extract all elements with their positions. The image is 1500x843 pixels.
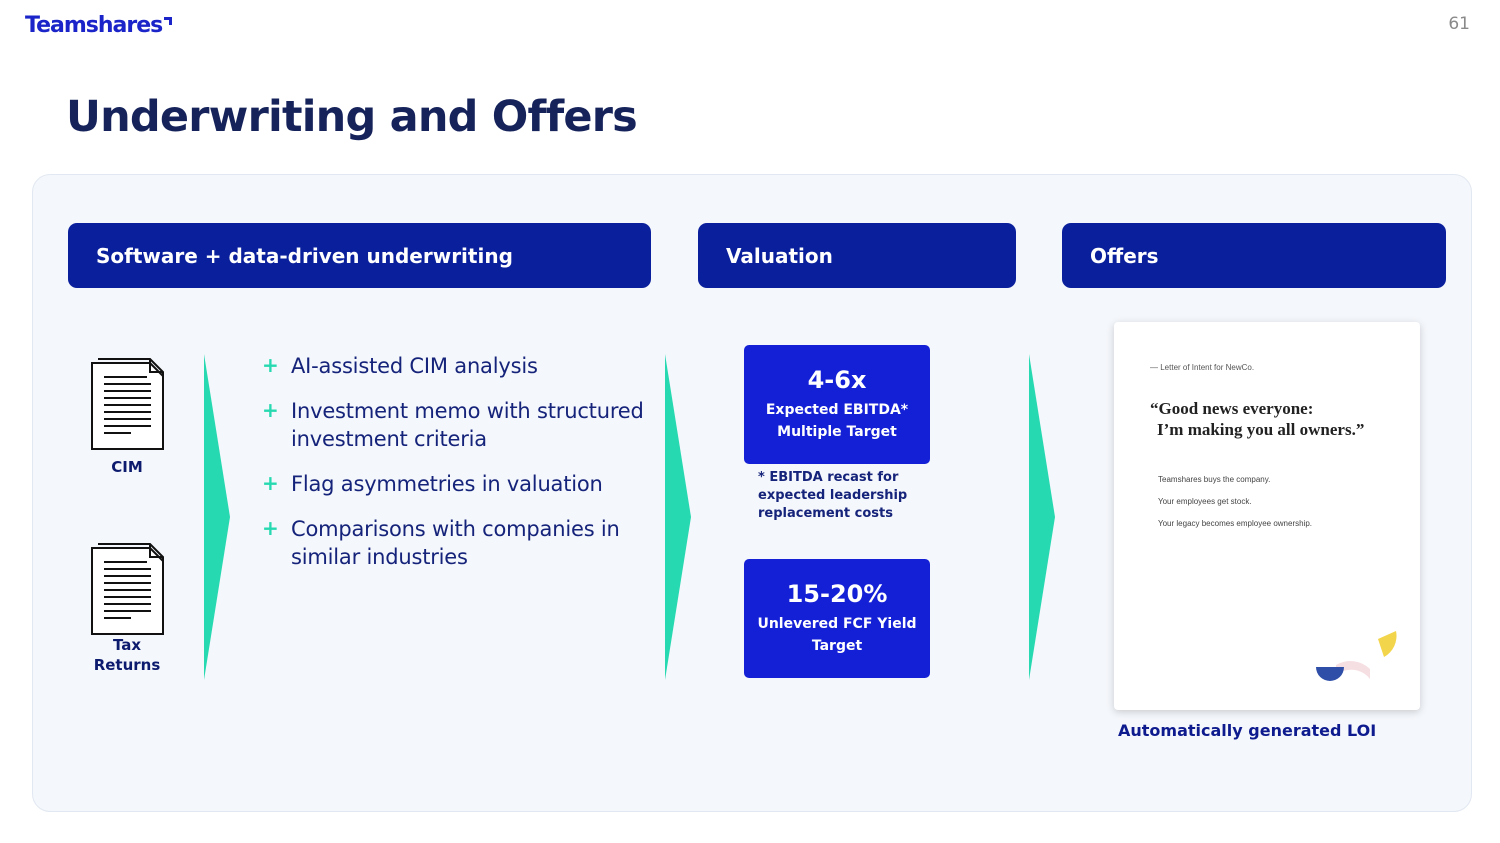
fcf-yield-label: Unlevered FCF Yield Target bbox=[757, 616, 917, 654]
teamshares-logo: Teamshares bbox=[25, 13, 172, 38]
loi-line: Teamshares buys the company. bbox=[1158, 475, 1271, 484]
page-title: Underwriting and Offers bbox=[66, 92, 637, 142]
tax-returns-label-line1: Tax bbox=[112, 636, 142, 654]
loi-line: Your employees get stock. bbox=[1158, 497, 1252, 506]
flow-arrow-icon bbox=[663, 352, 693, 682]
header-offers: Offers bbox=[1062, 223, 1446, 288]
header-valuation: Valuation bbox=[698, 223, 1016, 288]
fcf-yield-box bbox=[744, 559, 930, 678]
tax-returns-label bbox=[77, 635, 177, 675]
plus-icon: + bbox=[262, 398, 279, 422]
ebitda-footnote: * EBITDA recast for expected leadership replacement costs bbox=[758, 470, 908, 521]
ebitda-multiple-label: Expected EBITDA* Multiple Target bbox=[765, 402, 909, 440]
page-number: 61 bbox=[1448, 14, 1470, 34]
list-item: + Comparisons with companies in similar industries bbox=[262, 516, 620, 569]
flow-arrow-icon bbox=[1027, 352, 1057, 682]
ebitda-multiple-box bbox=[744, 345, 930, 464]
logo-mark-icon bbox=[164, 17, 172, 25]
plus-icon: + bbox=[262, 353, 279, 377]
loi-decoration-graphic bbox=[1312, 627, 1402, 687]
list-item: + Flag asymmetries in valuation bbox=[262, 471, 603, 496]
list-item: + Investment memo with structured investment criteria bbox=[262, 398, 644, 451]
loi-line: Your legacy becomes employee ownership. bbox=[1158, 519, 1313, 528]
cim-document-icon bbox=[89, 357, 167, 453]
loi-document bbox=[1114, 322, 1420, 710]
tax-returns-document-icon bbox=[89, 542, 167, 638]
loi-quote-line1: “Good news everyone: bbox=[1150, 399, 1314, 418]
plus-icon: + bbox=[262, 516, 279, 540]
header-underwriting: Software + data-driven underwriting bbox=[68, 223, 651, 288]
underwriting-bullet-list bbox=[262, 352, 652, 588]
flow-arrow-icon bbox=[202, 352, 232, 682]
plus-icon: + bbox=[262, 471, 279, 495]
ebitda-multiple-value: 4-6x bbox=[807, 366, 867, 394]
cim-label: CIM bbox=[111, 458, 143, 476]
loi-caption: Automatically generated LOI bbox=[1118, 721, 1377, 740]
loi-quote-line2: I’m making you all owners.” bbox=[1157, 420, 1365, 439]
tax-returns-label-line2: Returns bbox=[93, 656, 161, 674]
loi-quote bbox=[1150, 398, 1400, 440]
list-item: + AI-assisted CIM analysis bbox=[262, 353, 538, 378]
loi-heading: — Letter of Intent for NewCo. bbox=[1150, 363, 1255, 372]
fcf-yield-value: 15-20% bbox=[786, 580, 888, 608]
